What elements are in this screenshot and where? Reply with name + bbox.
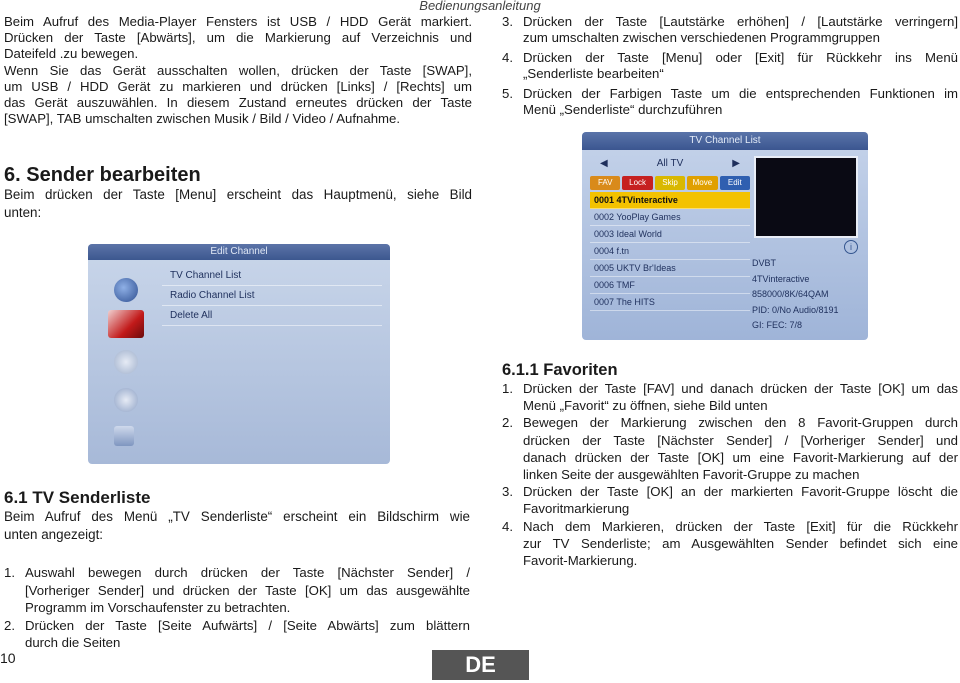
menu-item-radio-channel-list: Radio Channel List (162, 286, 382, 306)
left-column (4, 14, 472, 222)
page-number: 10 (0, 650, 16, 666)
section-6-1-1-title: 6.1.1 Favoriten (502, 361, 618, 379)
favorites-steps (502, 380, 958, 569)
step-number: 3. (502, 484, 513, 500)
key-lock: Lock (622, 176, 652, 190)
language-badge: DE (432, 650, 529, 680)
intro-line: Wenn Sie das Gerät ausschalten wollen, drücken der Taste [SWAP], (4, 62, 472, 78)
intro-line: [SWAP], TAB umschalten zwischen Musik / Bild / Video / Aufnahme. (4, 111, 401, 127)
intro-line: Drücken der Taste [Abwärts], um die Markierung auf Verzeichnis und (4, 30, 472, 46)
info-line: 858000/8K/64QAM (752, 289, 829, 299)
channel-list (590, 192, 750, 311)
step-number: 1. (502, 381, 513, 396)
step-line: Favorit-Markierung. (523, 553, 638, 569)
edit-channel-menu (162, 266, 382, 326)
step-item (502, 86, 958, 119)
step-line: durch die Seiten (25, 635, 121, 650)
step-number: 5. (502, 85, 513, 101)
step-line: Auswahl bewegen durch drücken der Taste [Nächster Sender] / (25, 565, 470, 580)
step-item (502, 50, 958, 83)
info-line: PID: 0/No Audio/8191 (752, 304, 839, 315)
color-key-bar (590, 176, 750, 190)
info-line: 4TVinteractive (752, 273, 810, 284)
intro-line: um USB / HDD Gerät zu markieren und drücken [Links] / [Rechts] um (4, 78, 472, 94)
group-label: All TV (656, 158, 684, 169)
section-6-1 (4, 488, 470, 652)
section-6-1-1 (502, 360, 958, 569)
running-header: Bedienungsanleitung (419, 0, 541, 13)
channel-row: 0005 UKTV Br'Ideas (590, 260, 750, 277)
section-6-line: Beim drücken der Taste [Menu] erscheint das Hauptmenü, siehe Bild (4, 187, 472, 203)
step-line: Nach dem Markieren, drücken der Taste [Exit] für die Rückkehr (523, 518, 958, 534)
step-item (502, 380, 958, 414)
section-6-line: unten: (4, 205, 42, 221)
section-6-1-line: Beim Aufruf des Menü „TV Senderliste“ erscheint ein Bildschirm wie (4, 509, 470, 524)
channel-row: 0006 TMF (590, 277, 750, 294)
group-selector (590, 156, 750, 172)
channel-row: 0003 Ideal World (590, 226, 750, 243)
section-6-1-title: 6.1 TV Senderliste (4, 488, 151, 507)
channel-row: 0004 f.tn (590, 243, 750, 260)
step-line: Drücken der Taste [OK] an der markierten Favorit-Gruppe löscht die (523, 484, 958, 500)
step-number: 4. (502, 49, 513, 65)
globe-icon (114, 350, 138, 374)
key-fav: FAV (590, 176, 620, 190)
step-number: 3. (502, 14, 513, 29)
key-edit: Edit (720, 176, 750, 190)
key-move: Move (687, 176, 717, 190)
channel-info (752, 256, 862, 334)
step-line: drücken der Taste [Nächster Sender] / [Vorheriger Sender] und (523, 432, 958, 448)
step-number: 2. (4, 617, 15, 633)
channel-row: 0002 YooPlay Games (590, 209, 750, 226)
arrow-left-icon: ◀ (600, 158, 608, 169)
intro-paragraph (4, 14, 472, 127)
step-number: 2. (502, 415, 513, 431)
step-item (502, 14, 958, 47)
intro-line: Beim Aufruf des Media-Player Fensters ist USB / HDD Gerät markiert. (4, 14, 472, 29)
step-line: Drücken der Taste [Seite Aufwärts] / [Seite Abwärts] zum blättern (25, 617, 470, 633)
info-line: GI: FEC: 7/8 (752, 320, 803, 330)
step-line: linken Seite der ausgewählten Favorit-Gruppe zu machen (523, 467, 860, 483)
step-item (502, 414, 958, 483)
menu-item-tv-channel-list: TV Channel List (162, 266, 382, 286)
intro-line: Dateifeld .zu bewegen. (4, 46, 139, 62)
screen-title: TV Channel List (582, 132, 868, 150)
play-icon (114, 278, 138, 302)
step-line: Programm im Vorschaufenster zu betrachten. (25, 600, 291, 615)
key-skip: Skip (655, 176, 685, 190)
channel-row: 0007 The HITS (590, 294, 750, 311)
info-line: DVBT (752, 258, 777, 268)
tv-list-steps (502, 14, 958, 118)
step-item (502, 518, 958, 570)
step-line: „Senderliste bearbeiten“ (523, 66, 664, 82)
step-item (4, 564, 470, 617)
screen-title: Edit Channel (88, 244, 390, 260)
tv-icon (108, 310, 144, 338)
step-item (502, 483, 958, 517)
step-line: Drücken der Taste [Menu] oder [Exit] für Rückkehr ins Menü (523, 49, 958, 65)
menu-icon-column (96, 264, 152, 460)
menu-item-delete-all: Delete All (162, 306, 382, 326)
info-icon: i (844, 240, 858, 254)
channel-row: 0001 4TVinteractive (590, 192, 750, 209)
step-line: zur TV Senderliste; am Ausgewählten Sender befindet sich eine (523, 535, 958, 551)
step-line: [Vorheriger Sender] und drücken der Taste [OK] um das ausgewählte (25, 582, 470, 598)
step-line: Menü „Senderliste“ durchzuführen (523, 102, 723, 118)
intro-line: das Gerät auszuwählen. In diesem Zustand erneutes drücken der Taste (4, 95, 472, 111)
step-line: Favoritmarkierung (523, 501, 630, 517)
step-line: Drücken der Farbigen Taste um die entsprechenden Funktionen im (523, 85, 958, 101)
step-line: danach drücken der Taste [OK] um eine Favorit-Markierung auf der (523, 449, 958, 465)
section-6-title: 6. Sender bearbeiten (4, 164, 201, 187)
right-column (502, 14, 958, 118)
step-line: Menü „Favorit“ zu öffnen, siehe Bild unten (523, 398, 768, 414)
section-6-1-steps (4, 564, 470, 652)
arrow-right-icon: ▶ (732, 158, 740, 169)
tv-channel-list-screenshot (582, 132, 868, 340)
step-number: 4. (502, 518, 513, 534)
step-line: Drücken der Taste [Lautstärke erhöhen] / [Lautstärke verringern] (523, 14, 958, 29)
step-item (4, 617, 470, 652)
lock-icon (114, 426, 134, 446)
gear-icon (114, 388, 138, 412)
step-line: Drücken der Taste [FAV] und danach drücken der Taste [OK] um das (523, 381, 958, 396)
preview-window (754, 156, 858, 238)
step-number: 1. (4, 565, 15, 580)
edit-channel-screenshot (88, 244, 390, 464)
step-line: zum umschalten zwischen verschiedenen Programmgruppen (523, 30, 880, 46)
step-line: Bewegen der Markierung zwischen den 8 Favorit-Gruppen durch (523, 415, 958, 431)
section-6-1-line: unten angezeigt: (4, 527, 104, 542)
